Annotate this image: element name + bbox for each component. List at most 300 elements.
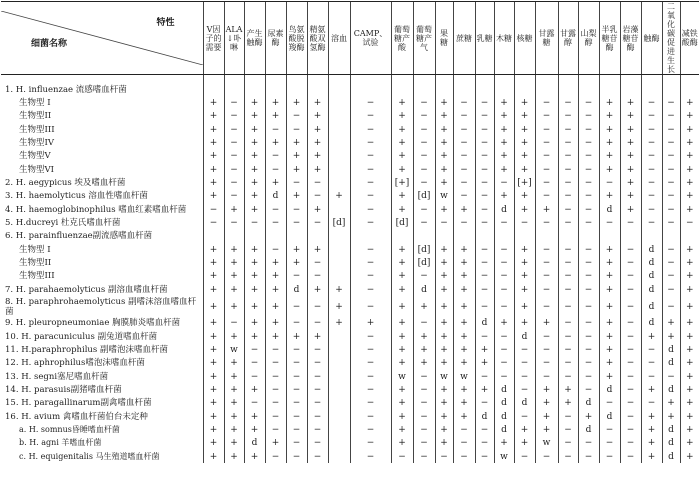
result-cell: + — [535, 410, 558, 423]
result-cell: + — [203, 330, 224, 343]
result-cell: − — [413, 110, 435, 123]
result-cell: + — [435, 203, 453, 216]
result-cell: − — [350, 150, 391, 163]
column-header: 甘露糖 — [535, 2, 558, 75]
result-cell: + — [391, 317, 413, 330]
result-cell: − — [494, 243, 514, 256]
result-cell: − — [514, 450, 535, 463]
result-cell: − — [350, 270, 391, 283]
result-cell — [328, 450, 350, 463]
result-cell: + — [224, 270, 244, 283]
result-cell: − — [514, 216, 535, 229]
result-cell: − — [391, 450, 413, 463]
column-header: 精氨酸双氢酶 — [307, 2, 328, 75]
result-cell: − — [475, 150, 494, 163]
result-cell: + — [203, 190, 224, 203]
result-cell: [+] — [391, 176, 413, 189]
result-cell: + — [662, 317, 680, 330]
result-cell: − — [265, 383, 286, 396]
result-cell: + — [435, 410, 453, 423]
result-cell: − — [558, 370, 578, 383]
column-header: V因子的需要 — [203, 2, 224, 75]
result-cell: − — [453, 450, 475, 463]
result-cell: − — [578, 190, 599, 203]
result-cell: + — [435, 437, 453, 450]
result-cell: + — [453, 283, 475, 296]
result-cell: + — [265, 96, 286, 109]
result-cell: + — [535, 423, 558, 436]
result-cell: − — [453, 136, 475, 149]
result-cell: − — [578, 317, 599, 330]
result-cell: + — [307, 243, 328, 256]
result-cell: − — [224, 123, 244, 136]
result-cell — [328, 270, 350, 283]
table-row — [1, 423, 699, 436]
result-cell: d — [662, 423, 680, 436]
result-cell: − — [435, 216, 453, 229]
result-cell: d — [244, 437, 265, 450]
result-cell: − — [620, 243, 641, 256]
result-cell: − — [244, 370, 265, 383]
result-cell: + — [391, 256, 413, 269]
result-cell: − — [350, 190, 391, 203]
result-cell: − — [578, 243, 599, 256]
result-cell: − — [453, 190, 475, 203]
result-cell: − — [307, 256, 328, 269]
result-cell: − — [558, 256, 578, 269]
result-cell: + — [599, 96, 620, 109]
result-cell: + — [680, 123, 699, 136]
result-cell: + — [599, 123, 620, 136]
result-cell: + — [224, 256, 244, 269]
result-cell: − — [578, 283, 599, 296]
result-cell: − — [350, 370, 391, 383]
result-cell: − — [475, 283, 494, 296]
result-cell — [413, 83, 435, 96]
result-cell: + — [391, 423, 413, 436]
result-cell: − — [286, 450, 307, 463]
result-cell: − — [453, 110, 475, 123]
result-cell: − — [265, 150, 286, 163]
result-cell: − — [494, 357, 514, 370]
result-cell: − — [307, 216, 328, 229]
column-header: 蔗糖 — [453, 2, 475, 75]
result-cell: − — [578, 203, 599, 216]
result-cell — [620, 230, 641, 243]
result-cell: − — [350, 330, 391, 343]
result-cell: d — [641, 243, 662, 256]
result-cell: + — [265, 136, 286, 149]
result-cell: + — [224, 203, 244, 216]
result-cell: d — [475, 410, 494, 423]
result-cell: w — [494, 450, 514, 463]
result-cell: − — [641, 150, 662, 163]
result-cell: + — [535, 203, 558, 216]
result-cell — [599, 230, 620, 243]
result-cell: + — [453, 243, 475, 256]
bacteria-name-cell: 生物型III — [19, 124, 55, 135]
result-cell: − — [286, 437, 307, 450]
bacteria-name-cell: 生物型 I — [19, 98, 51, 109]
result-cell: − — [514, 343, 535, 356]
result-cell: − — [265, 357, 286, 370]
result-cell: d — [494, 397, 514, 410]
result-cell: + — [641, 410, 662, 423]
result-cell: − — [680, 216, 699, 229]
table-row — [1, 383, 699, 396]
result-cell — [328, 230, 350, 243]
result-cell: − — [350, 410, 391, 423]
result-cell: + — [435, 383, 453, 396]
result-cell: − — [224, 110, 244, 123]
result-cell: − — [350, 123, 391, 136]
result-cell: − — [413, 96, 435, 109]
result-cell: + — [391, 96, 413, 109]
corner-label-characteristics: 特性 — [156, 18, 175, 28]
result-cell: − — [494, 270, 514, 283]
result-cell: + — [680, 270, 699, 283]
table-row — [1, 163, 699, 176]
result-cell: − — [620, 397, 641, 410]
result-cell: − — [350, 397, 391, 410]
result-cell: − — [558, 297, 578, 317]
table-row — [1, 256, 699, 269]
table-row — [1, 357, 699, 370]
result-cell: + — [244, 150, 265, 163]
result-cell: + — [453, 357, 475, 370]
bacteria-name-cell: 2. H. aegypicus 埃及嗜血杆菌 — [5, 178, 126, 189]
result-cell: − — [224, 216, 244, 229]
result-cell: − — [578, 150, 599, 163]
result-cell — [578, 83, 599, 96]
result-cell: + — [265, 283, 286, 296]
result-cell: + — [680, 243, 699, 256]
result-cell: − — [413, 176, 435, 189]
result-cell: − — [578, 330, 599, 343]
result-cell: + — [599, 243, 620, 256]
result-cell: − — [265, 423, 286, 436]
result-cell: − — [475, 297, 494, 317]
result-cell: + — [391, 136, 413, 149]
result-cell: − — [307, 297, 328, 317]
result-cell: + — [620, 163, 641, 176]
result-cell — [328, 203, 350, 216]
result-cell: − — [514, 370, 535, 383]
result-cell: + — [475, 383, 494, 396]
result-cell: + — [307, 136, 328, 149]
result-cell: + — [453, 270, 475, 283]
result-cell: d — [494, 423, 514, 436]
result-cell: − — [535, 136, 558, 149]
result-cell: w — [391, 370, 413, 383]
result-cell: + — [435, 330, 453, 343]
bacteria-name-cell: 6. H. parainfluenzae副流感嗜血杆菌 — [5, 231, 153, 242]
result-cell: − — [558, 150, 578, 163]
result-cell: + — [514, 297, 535, 317]
result-cell: + — [435, 243, 453, 256]
result-cell — [475, 230, 494, 243]
result-cell — [203, 83, 224, 96]
result-cell: d — [641, 297, 662, 317]
result-cell: + — [435, 110, 453, 123]
result-cell: d — [578, 397, 599, 410]
result-cell — [328, 410, 350, 423]
result-cell — [514, 83, 535, 96]
table-row — [1, 370, 699, 383]
result-cell: + — [494, 110, 514, 123]
result-cell — [244, 230, 265, 243]
result-cell: − — [453, 123, 475, 136]
result-cell: + — [680, 343, 699, 356]
result-cell: + — [578, 410, 599, 423]
column-header: 葡萄糖产气 — [413, 2, 435, 75]
result-cell: − — [578, 96, 599, 109]
result-cell: + — [244, 110, 265, 123]
result-cell: − — [286, 110, 307, 123]
table-row — [1, 203, 699, 216]
result-cell: − — [535, 216, 558, 229]
result-cell — [328, 110, 350, 123]
result-cell: + — [641, 383, 662, 396]
result-cell: − — [475, 423, 494, 436]
result-cell: + — [662, 397, 680, 410]
result-cell: + — [620, 203, 641, 216]
result-cell: − — [350, 256, 391, 269]
result-cell — [558, 230, 578, 243]
result-cell: − — [620, 410, 641, 423]
result-cell: − — [662, 176, 680, 189]
result-cell: − — [662, 96, 680, 109]
column-header: 岩藻糖苷酶 — [620, 2, 641, 75]
result-cell: − — [307, 437, 328, 450]
result-cell: + — [203, 317, 224, 330]
result-cell: − — [307, 343, 328, 356]
result-cell: − — [558, 330, 578, 343]
result-cell: + — [328, 190, 350, 203]
table-row — [1, 243, 699, 256]
result-cell: − — [413, 163, 435, 176]
result-cell: + — [680, 410, 699, 423]
result-cell: − — [224, 163, 244, 176]
result-cell: − — [453, 163, 475, 176]
result-cell: + — [599, 190, 620, 203]
result-cell: + — [435, 123, 453, 136]
result-cell — [328, 163, 350, 176]
result-cell: + — [286, 96, 307, 109]
result-cell: − — [620, 256, 641, 269]
result-cell: − — [286, 317, 307, 330]
result-cell: − — [475, 136, 494, 149]
bacteria-name-cell: 1. H. influenzae 流感嗜血杆菌 — [5, 84, 127, 95]
result-cell: − — [453, 437, 475, 450]
result-cell: + — [203, 423, 224, 436]
result-cell: + — [453, 397, 475, 410]
result-cell: + — [224, 397, 244, 410]
result-cell: − — [535, 150, 558, 163]
result-cell: − — [350, 450, 391, 463]
result-cell: − — [350, 243, 391, 256]
result-cell: + — [680, 423, 699, 436]
result-cell: − — [620, 283, 641, 296]
result-cell: + — [680, 256, 699, 269]
result-cell: + — [286, 190, 307, 203]
result-cell: + — [391, 283, 413, 296]
result-cell: − — [599, 176, 620, 189]
column-header: 山梨醇 — [578, 2, 599, 75]
result-cell: − — [578, 297, 599, 317]
result-cell: + — [535, 317, 558, 330]
column-header: 二氧化碳促进生长 — [662, 2, 680, 75]
result-cell: + — [453, 203, 475, 216]
result-cell — [328, 83, 350, 96]
result-cell: + — [453, 343, 475, 356]
result-cell: + — [265, 297, 286, 317]
result-cell: d — [599, 203, 620, 216]
result-cell: − — [413, 370, 435, 383]
result-cell: + — [391, 410, 413, 423]
result-cell: + — [514, 123, 535, 136]
result-cell — [494, 230, 514, 243]
result-cell: − — [558, 270, 578, 283]
result-cell: − — [413, 397, 435, 410]
result-cell: − — [413, 410, 435, 423]
result-cell: + — [224, 437, 244, 450]
result-cell: + — [203, 176, 224, 189]
result-cell: − — [558, 203, 578, 216]
result-cell: + — [641, 450, 662, 463]
result-cell: + — [453, 410, 475, 423]
result-cell: d — [641, 283, 662, 296]
result-cell — [328, 330, 350, 343]
bacteria-name-cell: 15. H. paragallinarum副禽嗜血杆菌 — [5, 398, 152, 409]
result-cell: + — [680, 330, 699, 343]
result-cell: − — [413, 450, 435, 463]
result-cell: + — [620, 190, 641, 203]
result-cell: − — [286, 397, 307, 410]
result-cell: [d] — [413, 190, 435, 203]
result-cell: + — [435, 297, 453, 317]
bacteria-name-cell: 生物型V — [19, 151, 51, 162]
result-cell: − — [578, 136, 599, 149]
result-cell: − — [203, 216, 224, 229]
result-cell: + — [514, 136, 535, 149]
result-cell: + — [435, 317, 453, 330]
result-cell: − — [286, 297, 307, 317]
result-cell: − — [350, 216, 391, 229]
result-cell: + — [641, 423, 662, 436]
result-cell: − — [265, 216, 286, 229]
table-row — [1, 450, 699, 463]
result-cell: + — [224, 450, 244, 463]
result-cell: − — [475, 203, 494, 216]
result-cell — [328, 343, 350, 356]
result-cell — [535, 83, 558, 96]
result-cell: − — [265, 343, 286, 356]
result-cell: − — [286, 370, 307, 383]
result-cell: − — [599, 437, 620, 450]
table-row — [1, 150, 699, 163]
result-cell: − — [662, 150, 680, 163]
result-cell: − — [535, 176, 558, 189]
result-cell: − — [662, 283, 680, 296]
result-cell: d — [494, 203, 514, 216]
result-cell: − — [558, 357, 578, 370]
result-cell: w — [435, 190, 453, 203]
result-cell — [328, 243, 350, 256]
table-row — [1, 437, 699, 450]
result-cell: + — [286, 136, 307, 149]
result-cell: − — [286, 343, 307, 356]
result-cell: + — [599, 370, 620, 383]
result-cell: − — [286, 383, 307, 396]
result-cell — [680, 230, 699, 243]
result-cell — [514, 230, 535, 243]
result-cell: − — [350, 176, 391, 189]
result-cell: + — [680, 150, 699, 163]
result-cell: − — [558, 450, 578, 463]
result-cell: + — [514, 283, 535, 296]
result-cell: + — [244, 136, 265, 149]
result-cell: − — [307, 383, 328, 396]
result-cell: − — [307, 450, 328, 463]
result-cell: + — [307, 110, 328, 123]
result-cell: + — [244, 317, 265, 330]
result-cell: + — [435, 343, 453, 356]
result-cell: + — [244, 163, 265, 176]
result-cell: − — [641, 96, 662, 109]
result-cell: d — [662, 383, 680, 396]
result-cell: + — [620, 136, 641, 149]
result-cell — [494, 83, 514, 96]
result-cell: d — [599, 383, 620, 396]
result-cell: + — [680, 370, 699, 383]
result-cell: d — [578, 423, 599, 436]
result-cell: − — [578, 383, 599, 396]
result-cell: + — [244, 330, 265, 343]
result-cell: + — [265, 330, 286, 343]
result-cell: + — [244, 450, 265, 463]
result-cell: + — [244, 283, 265, 296]
result-cell: d — [514, 397, 535, 410]
result-cell: + — [620, 110, 641, 123]
result-cell: w — [224, 343, 244, 356]
result-cell: − — [494, 256, 514, 269]
result-cell: + — [265, 176, 286, 189]
result-cell: − — [535, 283, 558, 296]
result-cell: + — [641, 330, 662, 343]
result-cell: + — [203, 370, 224, 383]
result-cell: − — [620, 423, 641, 436]
result-cell: − — [662, 243, 680, 256]
result-cell: − — [350, 163, 391, 176]
result-cell: + — [307, 150, 328, 163]
result-cell: + — [680, 357, 699, 370]
result-cell: − — [475, 256, 494, 269]
result-cell: − — [475, 123, 494, 136]
result-cell — [307, 83, 328, 96]
result-cell: − — [578, 357, 599, 370]
result-cell: + — [391, 150, 413, 163]
result-cell: + — [558, 383, 578, 396]
result-cell: + — [244, 96, 265, 109]
column-header: 尿素酶 — [265, 2, 286, 75]
bacteria-name-cell: 5. H.ducreyi 杜克氏嗜血杆菌 — [5, 218, 121, 229]
result-cell: + — [391, 297, 413, 317]
result-cell: + — [514, 243, 535, 256]
result-cell: − — [535, 357, 558, 370]
result-cell — [662, 230, 680, 243]
result-cell: + — [680, 110, 699, 123]
